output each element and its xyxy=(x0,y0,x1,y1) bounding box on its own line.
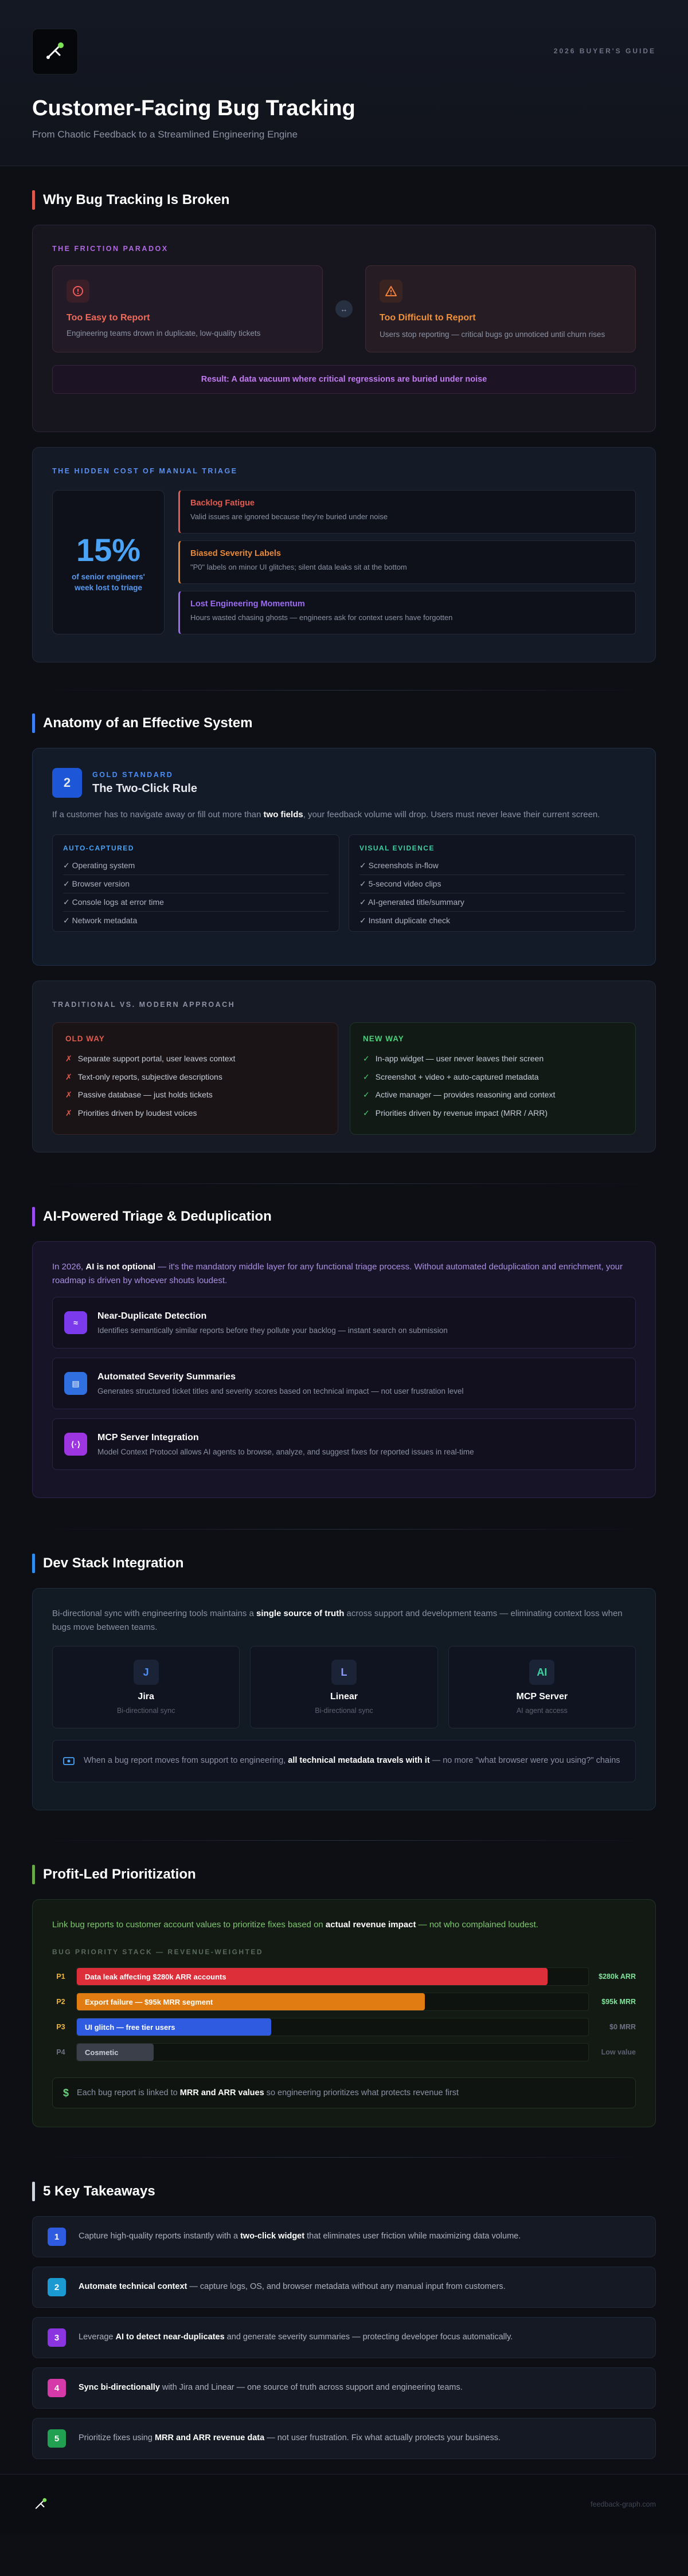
compare-item-text: Priorities driven by revenue impact (MRR / ARR) xyxy=(375,1108,548,1118)
list-item: ✓ Screenshots in-flow xyxy=(359,857,625,875)
duplicate-icon: ≈ xyxy=(64,1311,87,1334)
compare-item xyxy=(65,1104,325,1123)
section-broken xyxy=(0,166,688,662)
feature-title: MCP Server Integration xyxy=(97,1432,199,1442)
document-icon: ▤ xyxy=(64,1372,87,1395)
header xyxy=(0,0,688,166)
takeaway-number: 2 xyxy=(48,2278,66,2296)
auto-list xyxy=(63,857,329,930)
compare-kicker: TRADITIONAL VS. MODERN APPROACH xyxy=(52,1001,236,1009)
compare-item xyxy=(363,1086,623,1104)
dollar-icon: $ xyxy=(63,2087,69,2099)
vs-arrows-icon: ↔ xyxy=(335,300,353,317)
takeaway-item xyxy=(32,2216,656,2257)
check-icon: ✓ xyxy=(363,1108,370,1118)
priority-track xyxy=(76,2018,589,2036)
tool-name: Linear xyxy=(330,1692,358,1701)
cost-desc: "P0" labels on minor UI glitches; silent data leaks sit at the bottom xyxy=(190,563,407,571)
priority-level: P1 xyxy=(56,1973,65,1981)
priority-bar-row xyxy=(52,2014,636,2040)
section-dev-stack xyxy=(0,1530,688,1810)
priority-value: $95k MRR xyxy=(601,1997,636,2006)
feature-title: Automated Severity Summaries xyxy=(97,1371,236,1382)
priority-value: Low value xyxy=(601,2048,636,2056)
priority-label: Export failure — $95k MRR segment xyxy=(85,1997,213,2006)
takeaway-list xyxy=(32,2216,656,2459)
dev-stack-panel xyxy=(32,1588,656,1810)
section-heading xyxy=(32,1554,656,1573)
old-way-card xyxy=(52,1022,338,1135)
ai-feature-list xyxy=(52,1297,636,1470)
x-icon: ✗ xyxy=(65,1090,72,1100)
takeaway-item xyxy=(32,2418,656,2459)
compare-item-text: Screenshot + video + auto-captured metadata xyxy=(375,1072,539,1081)
feature-desc: Identifies semantically similar reports before they pollute your backlog — instant search on submission xyxy=(97,1326,448,1335)
x-icon: ✗ xyxy=(65,1072,72,1081)
new-way-title: NEW WAY xyxy=(363,1034,404,1043)
gold-title: The Two-Click Rule xyxy=(92,782,197,795)
cost-list xyxy=(178,490,636,634)
compare-panel xyxy=(32,981,656,1152)
linear-icon: L xyxy=(331,1660,357,1685)
tool-name: Jira xyxy=(138,1692,154,1701)
too-easy-desc: Engineering teams drown in duplicate, low-quality tickets xyxy=(67,329,261,338)
tool-card xyxy=(250,1646,437,1728)
list-item: ✓ Browser version xyxy=(63,875,329,893)
takeaway-text: Prioritize fixes using MRR and ARR revenue data — not user frustration. Fix what actually protects your business. xyxy=(79,2433,501,2443)
profit-note: $ Each bug report is linked to MRR and ARR values so engineering prioritizes what protects revenue first xyxy=(52,2077,636,2108)
paradox-kicker: THE FRICTION PARADOX xyxy=(52,245,169,253)
visual-evidence-box xyxy=(349,834,636,932)
compare-item xyxy=(363,1068,623,1087)
gold-number-badge: 2 xyxy=(52,768,82,798)
old-way-list xyxy=(65,1050,325,1122)
old-way-title: OLD WAY xyxy=(65,1034,105,1043)
priority-bar-row xyxy=(52,1964,636,1989)
takeaway-text: Automate technical context — capture logs, OS, and browser metadata without any manual input from customers. xyxy=(79,2282,506,2292)
priority-label: UI glitch — free tier users xyxy=(85,2022,175,2032)
ai-triage-panel xyxy=(32,1241,656,1498)
priority-fill xyxy=(77,2044,154,2061)
check-icon: ✓ xyxy=(363,1072,370,1081)
section-title: AI-Powered Triage & Deduplication xyxy=(43,1209,272,1224)
section-profit xyxy=(0,1841,688,2127)
tool-desc: Bi-directional sync xyxy=(315,1707,373,1715)
compare-item xyxy=(65,1050,325,1068)
cost-desc: Hours wasted chasing ghosts — engineers ask for context users have forgotten xyxy=(190,613,453,622)
list-item: ✓ Instant duplicate check xyxy=(359,916,451,925)
visual-list xyxy=(359,857,625,930)
section-accent-bar xyxy=(32,1865,35,1884)
priority-bar-row xyxy=(52,2040,636,2065)
list-item: ✓ 5-second video clips xyxy=(359,875,625,893)
auto-kicker: AUTO-CAPTURED xyxy=(63,844,134,852)
priority-label: Data leak affecting $280k ARR accounts xyxy=(85,1972,226,1981)
takeaway-text: Capture high-quality reports instantly with a two-click widget that eliminates user friction while maximizing data volume. xyxy=(79,2232,521,2241)
takeaway-number: 1 xyxy=(48,2228,66,2246)
priority-track xyxy=(76,1993,589,2011)
priority-track xyxy=(76,2043,589,2061)
ai-feature xyxy=(52,1358,636,1409)
section-title: Why Bug Tracking Is Broken xyxy=(43,192,230,207)
auto-captured-box xyxy=(52,834,339,932)
too-easy-card xyxy=(52,265,323,352)
cost-item xyxy=(178,540,636,584)
stat-value: 15% xyxy=(76,531,141,568)
two-click-panel xyxy=(32,748,656,966)
priority-level: P3 xyxy=(56,2023,65,2031)
takeaway-number: 3 xyxy=(48,2328,66,2347)
section-accent-bar xyxy=(32,1207,35,1226)
sync-icon xyxy=(63,1757,75,1765)
priority-value: $280k ARR xyxy=(599,1972,636,1981)
compare-item-text: Priorities driven by loudest voices xyxy=(77,1108,197,1118)
compare-item xyxy=(65,1086,325,1104)
ai-feature xyxy=(52,1418,636,1470)
cost-item xyxy=(178,591,636,634)
compare-item xyxy=(65,1068,325,1087)
stat-card xyxy=(52,490,165,634)
tool-desc: Bi-directional sync xyxy=(116,1707,175,1715)
priority-fill xyxy=(77,1993,425,2010)
x-icon: ✗ xyxy=(65,1108,72,1118)
feature-desc: Model Context Protocol allows AI agents to browse, analyze, and suggest fixes for reported issues in real-time xyxy=(97,1447,474,1456)
new-way-card xyxy=(350,1022,636,1135)
takeaway-item xyxy=(32,2367,656,2409)
section-title: 5 Key Takeaways xyxy=(43,2183,155,2199)
footer-site[interactable]: feedback-graph.com xyxy=(591,2500,656,2508)
logo xyxy=(32,29,78,75)
takeaway-number: 4 xyxy=(48,2379,66,2397)
compare-item xyxy=(363,1050,623,1068)
check-icon: ✓ xyxy=(363,1054,370,1063)
list-item: ✓ Network metadata xyxy=(63,916,138,925)
priority-track xyxy=(76,1967,589,1986)
jira-icon: J xyxy=(134,1660,159,1685)
gold-kicker: GOLD STANDARD xyxy=(92,770,174,779)
page-subtitle: From Chaotic Feedback to a Streamlined Engineering Engine xyxy=(32,129,298,140)
tool-card xyxy=(52,1646,240,1728)
tool-name: MCP Server xyxy=(516,1692,568,1701)
section-accent-bar xyxy=(32,190,35,210)
visual-kicker: VISUAL EVIDENCE xyxy=(359,844,435,852)
list-item: ✓ Console logs at error time xyxy=(63,893,329,912)
tool-desc: AI agent access xyxy=(516,1707,568,1715)
friction-paradox-panel xyxy=(32,225,656,432)
priority-fill xyxy=(77,2018,271,2036)
hidden-cost-panel xyxy=(32,447,656,662)
result-banner: Result: A data vacuum where critical regressions are buried under noise xyxy=(52,365,636,394)
priority-level: P4 xyxy=(56,2048,65,2056)
cost-title: Lost Engineering Momentum xyxy=(190,599,305,609)
footer xyxy=(0,2474,688,2534)
compare-item xyxy=(363,1104,623,1123)
cost-item xyxy=(178,490,636,534)
section-heading xyxy=(32,2182,656,2201)
compare-item-text: In-app widget — user never leaves their screen xyxy=(375,1054,544,1063)
section-accent-bar xyxy=(32,1554,35,1573)
section-heading xyxy=(32,190,656,210)
guide-tag: 2026 BUYER'S GUIDE xyxy=(553,47,656,55)
too-difficult-card xyxy=(365,265,636,352)
list-item: ✓ Operating system xyxy=(63,857,329,875)
priority-label: Cosmetic xyxy=(85,2048,119,2057)
cost-desc: Valid issues are ignored because they're buried under noise xyxy=(190,512,388,521)
x-icon: ✗ xyxy=(65,1054,72,1063)
warning-triangle-icon xyxy=(380,280,402,303)
compare-item-text: Passive database — just holds tickets xyxy=(77,1090,213,1100)
hidden-cost-kicker: THE HIDDEN COST OF MANUAL TRIAGE xyxy=(52,467,238,475)
compare-item-text: Text-only reports, subjective descriptions xyxy=(77,1072,222,1081)
ai-intro: In 2026, AI is not optional — it's the mandatory middle layer for any functional triage process. Without automated deduplication and enrichment, your roadmap is driven by whoever shouts loudest. xyxy=(52,1262,623,1285)
logo-icon xyxy=(42,39,68,64)
compare-item-text: Active manager — provides reasoning and context xyxy=(375,1090,556,1100)
priority-level: P2 xyxy=(56,1998,65,2006)
ai-icon: AI xyxy=(529,1660,554,1685)
too-difficult-title: Too Difficult to Report xyxy=(380,313,476,323)
section-accent-bar xyxy=(32,713,35,733)
priority-value: $0 MRR xyxy=(609,2022,636,2031)
section-accent-bar xyxy=(32,2182,35,2201)
section-title: Anatomy of an Effective System xyxy=(43,715,253,731)
list-item: ✓ AI-generated title/summary xyxy=(359,893,625,912)
stat-label: of senior engineers' week lost to triage xyxy=(72,572,145,592)
dev-note: When a bug report moves from support to engineering, all technical metadata travels with it — no more "what browser were you using?" chains xyxy=(52,1740,636,1782)
profit-intro: Link bug reports to customer account values to prioritize fixes based on actual revenue impact — not who complained loudest. xyxy=(52,1920,538,1930)
priority-bar-row xyxy=(52,1989,636,2014)
compare-item-text: Separate support portal, user leaves context xyxy=(77,1054,236,1063)
check-icon: ✓ xyxy=(363,1090,370,1100)
takeaway-item xyxy=(32,2317,656,2358)
dev-intro: Bi-directional sync with engineering tools maintains a single source of truth across support and development teams — eliminating context loss when bugs move between teams. xyxy=(52,1609,623,1632)
cost-title: Backlog Fatigue xyxy=(190,499,255,508)
cost-title: Biased Severity Labels xyxy=(190,549,281,558)
footer-logo-icon xyxy=(32,2496,49,2513)
tool-grid xyxy=(52,1646,636,1728)
page-title: Customer-Facing Bug Tracking xyxy=(32,96,355,120)
too-difficult-desc: Users stop reporting — critical bugs go unnoticed until churn rises xyxy=(380,330,605,339)
section-heading xyxy=(32,1865,656,1884)
takeaway-text: Sync bi-directionally with Jira and Linear — one source of truth across support and engineering teams. xyxy=(79,2383,463,2393)
too-easy-title: Too Easy to Report xyxy=(67,313,150,323)
section-ai-triage xyxy=(0,1184,688,1498)
tool-card xyxy=(448,1646,636,1728)
gold-desc: If a customer has to navigate away or fill out more than two fields, your feedback volume will drop. Users must never leave their current screen. xyxy=(52,810,600,820)
section-takeaways xyxy=(0,2158,688,2459)
section-title: Profit-Led Prioritization xyxy=(43,1867,196,1882)
priority-fill xyxy=(77,1968,548,1985)
feature-title: Near-Duplicate Detection xyxy=(97,1311,207,1321)
takeaway-text: Leverage AI to detect near-duplicates and generate severity summaries — protecting developer focus automatically. xyxy=(79,2332,513,2342)
ai-feature xyxy=(52,1297,636,1348)
new-way-list xyxy=(363,1050,623,1122)
section-heading xyxy=(32,713,656,733)
feature-desc: Generates structured ticket titles and severity scores based on technical impact — not user frustration level xyxy=(97,1386,464,1395)
section-heading xyxy=(32,1207,656,1226)
section-title: Dev Stack Integration xyxy=(43,1555,184,1571)
stack-kicker: BUG PRIORITY STACK — REVENUE-WEIGHTED xyxy=(52,1948,264,1956)
section-anatomy xyxy=(0,691,688,1152)
priority-stack xyxy=(52,1964,636,2065)
takeaway-number: 5 xyxy=(48,2429,66,2448)
profit-panel xyxy=(32,1899,656,2127)
code-icon: ⟨·⟩ xyxy=(64,1433,87,1456)
alert-circle-icon xyxy=(67,280,89,303)
takeaway-item xyxy=(32,2267,656,2308)
